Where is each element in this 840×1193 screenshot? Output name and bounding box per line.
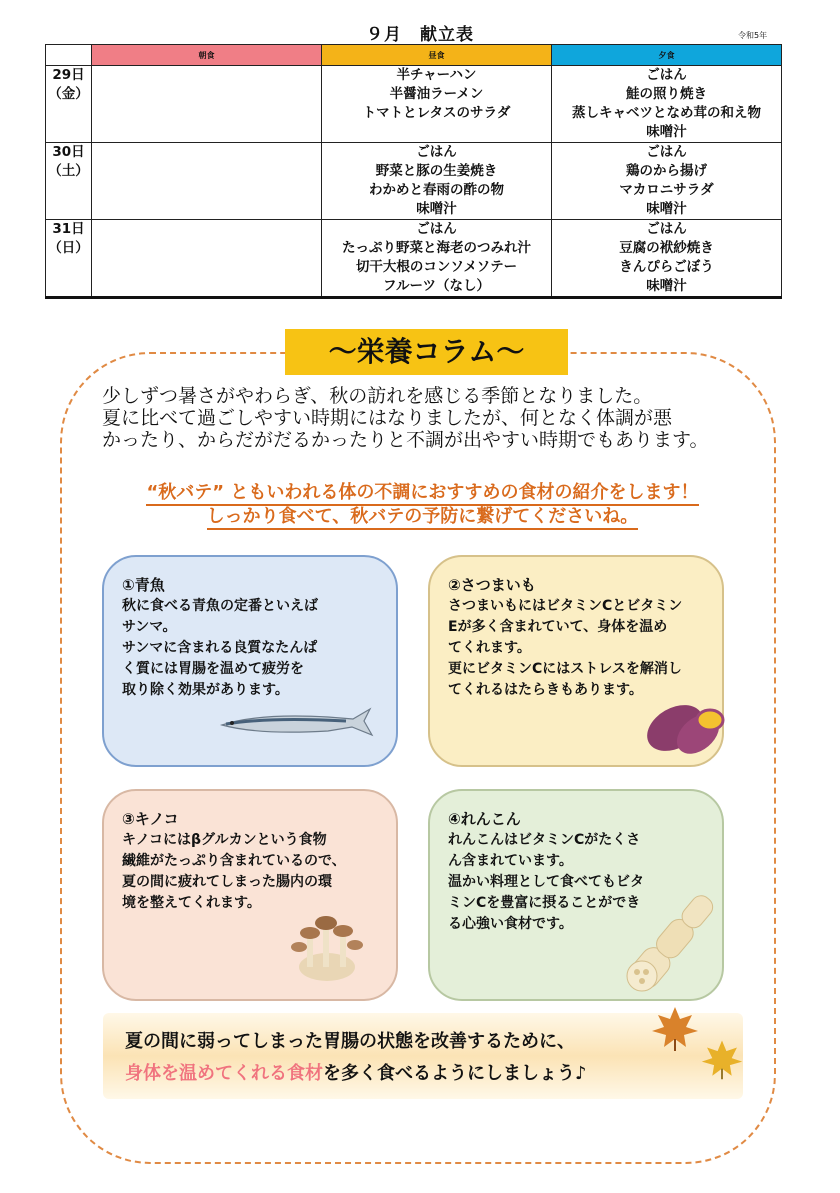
dinner-cell (552, 66, 782, 143)
lunch-cell (322, 220, 552, 298)
lead-line: しっかり食べて、秋バテの予防に繋げてくださいね。 (207, 506, 639, 530)
column-intro (102, 385, 762, 451)
table-row (46, 220, 782, 298)
dish-item: ごはん (416, 221, 457, 237)
summary-banner (103, 1013, 743, 1099)
dish-item: トマトとレタスのサラダ (362, 105, 511, 121)
dish-item: 切干大根のコンソメソテー (355, 259, 518, 275)
saury-fish-icon (218, 705, 376, 741)
day-cell (46, 220, 92, 298)
dish-item: ごはん (416, 144, 457, 160)
header-breakfast: 朝食 (92, 45, 322, 66)
page-title: ９月 献立表 (366, 25, 474, 45)
dish-item: ごはん (646, 221, 687, 237)
maple-leaf-icon (700, 1038, 744, 1080)
dish-item: 半チャーハン (396, 67, 477, 83)
card-line: る心強い食材です。 (448, 916, 573, 932)
dish-item: ごはん (646, 67, 687, 83)
card-line: てくれるはたらきもあります。 (448, 682, 643, 698)
card-line: 温かい料理として食べてもビタ (448, 874, 644, 890)
header-lunch: 昼食 (322, 45, 552, 66)
dish-item: 味噌汁 (646, 124, 687, 140)
card-body (448, 596, 704, 701)
card-line: 境を整えてくれます。 (122, 895, 261, 911)
dish-item: たっぷり野菜と海老のつみれ汁 (342, 240, 531, 256)
card-line: ん含まれています。 (448, 853, 573, 869)
dish-item: 味噌汁 (646, 278, 687, 294)
menu-table (45, 44, 782, 299)
dish-item: フルーツ（なし） (383, 278, 490, 294)
banner-line-2 (125, 1059, 587, 1085)
column-title: ～栄養コラム～ (285, 329, 568, 375)
dish-item: 味噌汁 (416, 201, 457, 217)
day-date: 30日 (52, 144, 85, 160)
card-line: キノコにはβグルカンという食物 (122, 832, 327, 848)
dinner-cell (552, 220, 782, 298)
era-label: 令和5年 (738, 31, 768, 40)
card-line: く質には胃腸を温めて疲労を (122, 661, 304, 677)
card-title: ①青魚 (122, 576, 165, 594)
card-line: 夏の間に疲れてしまった腸内の環 (122, 874, 332, 890)
table-header-row (46, 45, 782, 66)
dish-item: わかめと春雨の酢の物 (369, 182, 504, 198)
intro-line: かったり、からだがだるかったりと不調が出やすい時期でもあります。 (102, 429, 709, 451)
day-date: 29日 (52, 67, 85, 83)
card-line: てくれます。 (448, 640, 531, 656)
lead-line: “秋バテ” ともいわれる体の不調におすすめの食材の紹介をします！ (146, 482, 698, 506)
card-line: サンマ。 (122, 619, 177, 635)
banner-line-2-rest: を多く食べるようにしましょう♪ (323, 1063, 587, 1084)
lunch-cell (322, 66, 552, 143)
day-weekday: （日） (48, 240, 89, 256)
card-body (122, 830, 378, 914)
day-weekday: （金） (48, 86, 89, 102)
dish-item: 鮭の照り焼き (626, 86, 707, 102)
intro-line: 夏に比べて過ごしやすい時期にはなりましたが、何となく体調が悪 (102, 407, 673, 429)
dish-item: マカロニサラダ (619, 182, 714, 198)
dish-item: 味噌汁 (646, 201, 687, 217)
card-title: ③キノコ (122, 810, 179, 828)
breakfast-cell (92, 143, 322, 220)
mushroom-icon (285, 905, 369, 985)
table-row (46, 143, 782, 220)
banner-highlight: 身体を温めてくれる食材 (125, 1063, 323, 1084)
dish-item: 鶏のから揚げ (626, 163, 707, 179)
day-cell (46, 143, 92, 220)
header-dinner: 夕食 (552, 45, 782, 66)
column-lead (95, 481, 750, 529)
day-weekday: （土） (48, 163, 89, 179)
sweet-potato-icon (640, 690, 730, 760)
card-line: サンマに含まれる良質なたんぱ (122, 640, 318, 656)
lunch-cell (322, 143, 552, 220)
dish-item: きんぴらごぼう (619, 259, 714, 275)
card-line: ミンCを豊富に摂ることができ (448, 895, 641, 911)
maple-leaf-icon (650, 1005, 700, 1051)
card-line: 更にビタミンCにはストレスを解消し (448, 661, 682, 677)
card-title: ④れんこん (448, 810, 521, 828)
dish-item: 蒸しキャベツとなめ茸の和え物 (572, 105, 761, 121)
dish-item: 野菜と豚の生姜焼き (375, 163, 498, 179)
lotus-root-icon (610, 880, 740, 1000)
breakfast-cell (92, 66, 322, 143)
banner-line-1: 夏の間に弱ってしまった胃腸の状態を改善するために、 (125, 1031, 575, 1052)
day-cell (46, 66, 92, 143)
card-line: Eが多く含まれていて、身体を温め (448, 619, 668, 635)
card-title: ②さつまいも (448, 576, 536, 594)
card-line: 繊維がたっぷり含まれているので、 (122, 853, 346, 869)
intro-line: 少しずつ暑さがやわらぎ、秋の訪れを感じる季節となりました。 (102, 385, 653, 407)
card-body (122, 596, 378, 701)
card-line: さつまいもにはビタミンCとビタミン (448, 598, 683, 614)
day-date: 31日 (52, 221, 85, 237)
card-line: れんこんはビタミンCがたくさ (448, 832, 641, 848)
card-line: 取り除く効果があります。 (122, 682, 289, 698)
dish-item: 豆腐の袱紗焼き (619, 240, 714, 256)
dish-item: 半醤油ラーメン (389, 86, 484, 102)
dish-item: ごはん (646, 144, 687, 160)
header-corner (46, 45, 92, 66)
table-row (46, 66, 782, 143)
card-line: 秋に食べる青魚の定番といえば (122, 598, 318, 614)
breakfast-cell (92, 220, 322, 298)
dinner-cell (552, 143, 782, 220)
